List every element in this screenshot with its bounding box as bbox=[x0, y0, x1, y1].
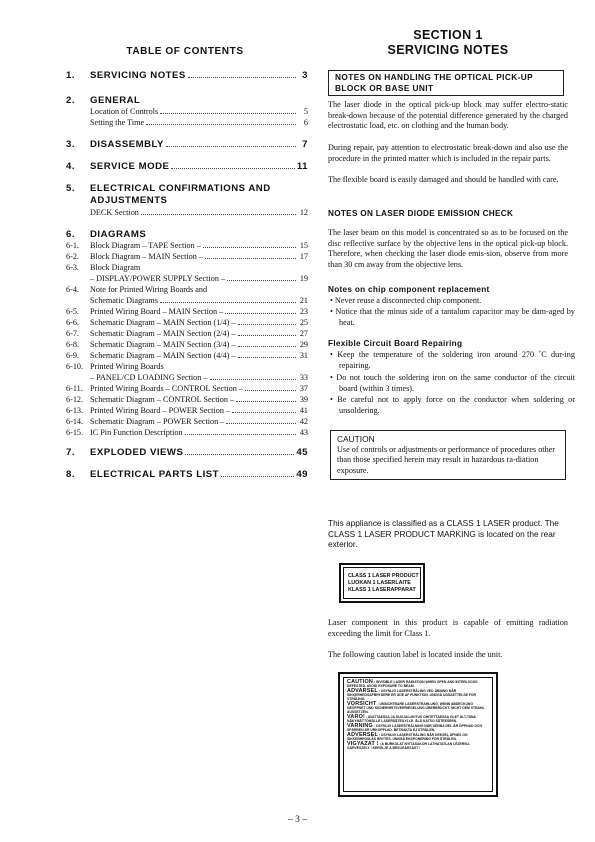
toc-entry bbox=[66, 70, 308, 82]
toc-entry-label: Setting the Time bbox=[90, 118, 145, 127]
laser-label-line-2: LUOKAN 1 LASERLAITE bbox=[348, 579, 411, 586]
toc-entry-page: 23 bbox=[299, 307, 308, 316]
toc-leader-dots bbox=[238, 335, 296, 336]
toc-entry bbox=[66, 340, 308, 350]
toc-entry bbox=[66, 241, 308, 251]
toc-entry-number: 6-1. bbox=[66, 241, 79, 250]
toc-leader-dots bbox=[245, 390, 296, 391]
toc-leader-dots bbox=[205, 258, 296, 259]
toc-entry bbox=[66, 395, 308, 405]
flex-board-heading: Flexible Circuit Board Repairing bbox=[328, 339, 463, 348]
laser-diode-heading: NOTES ON LASER DIODE EMISSION CHECK bbox=[328, 209, 514, 218]
toc-entry bbox=[66, 329, 308, 339]
toc-entry-label: Block Diagram bbox=[90, 263, 141, 272]
toc-entry-page: 11 bbox=[296, 161, 308, 172]
toc-leader-dots bbox=[236, 401, 296, 402]
toc-entry-label: Block Diagram – TAPE Section – bbox=[90, 241, 201, 250]
toc-entry-label: DECK Section bbox=[90, 208, 139, 217]
toc-entry-number: 3. bbox=[66, 139, 76, 150]
warning-label-entry bbox=[347, 733, 489, 741]
toc-entry-page: 29 bbox=[299, 340, 308, 349]
toc-entry-label: – PANEL/CD LOADING Section – bbox=[90, 373, 208, 382]
toc-entry-number: 6-13. bbox=[66, 406, 84, 415]
caution-text: Use of controls or adjustments or performance of procedures other than those specified herein may result in hazardous ra-diation exposure. bbox=[337, 444, 556, 475]
toc-entry-label: Schematic Diagram – CONTROL Section – bbox=[90, 395, 235, 404]
toc-entry bbox=[66, 229, 308, 241]
toc-entry bbox=[66, 318, 308, 328]
toc-entry-label: ELECTRICAL PARTS LIST bbox=[90, 469, 220, 480]
toc-entry bbox=[66, 296, 308, 306]
laser-label-line-3: KLASS 1 LASERAPPARAT bbox=[348, 586, 416, 593]
toc-entry-label: DISASSEMBLY bbox=[90, 139, 164, 150]
section-title bbox=[328, 28, 568, 58]
toc-entry bbox=[66, 307, 308, 317]
toc-entry bbox=[66, 285, 308, 295]
toc-entry bbox=[66, 195, 308, 207]
warning-label-entry bbox=[347, 724, 489, 732]
toc-entry-number: 6-4. bbox=[66, 285, 79, 294]
toc-leader-dots bbox=[171, 168, 294, 169]
toc-leader-dots bbox=[203, 247, 296, 248]
caution-box bbox=[330, 430, 566, 480]
toc-title: TABLE OF CONTENTS bbox=[126, 46, 244, 57]
toc-entry bbox=[66, 183, 308, 195]
warning-label-title: ADVERSEL bbox=[347, 732, 378, 738]
optical-paragraph-1: The laser diode in the optical pick-up block may suffer electro-static break-down because of the potential difference generated by the charged electrostatic load, etc. on clothing and the human body. bbox=[328, 100, 568, 130]
laser-label-line-1: CLASS 1 LASER PRODUCT bbox=[348, 572, 419, 579]
toc-entry-number: 6-6. bbox=[66, 318, 79, 327]
toc-entry bbox=[66, 362, 308, 372]
caution-label-intro: The following caution label is located inside the unit. bbox=[328, 650, 503, 659]
toc-entry-label: Schematic Diagrams bbox=[90, 296, 158, 305]
toc-entry-label: SERVICING NOTES bbox=[90, 70, 186, 81]
toc-entry-number: 2. bbox=[66, 95, 76, 106]
toc-entry-page: 41 bbox=[299, 406, 308, 415]
toc-entry-page: 33 bbox=[299, 373, 308, 382]
toc-entry-number: 6. bbox=[66, 229, 76, 240]
toc-entry-label: DIAGRAMS bbox=[90, 229, 147, 240]
toc-entry-page: 5 bbox=[303, 107, 308, 116]
warning-label-entry bbox=[347, 702, 489, 714]
warning-label-title: VIGYAZAT ! bbox=[347, 741, 379, 747]
toc-entry-page: 39 bbox=[299, 395, 308, 404]
toc-entry bbox=[66, 161, 308, 173]
toc-entry-page: 25 bbox=[299, 318, 308, 327]
laser-component-paragraph: Laser component in this product is capable of emitting radiation exceeding the limit for Class 1. bbox=[328, 618, 568, 638]
toc-entry-page: 49 bbox=[296, 469, 308, 480]
toc-leader-dots bbox=[185, 454, 294, 455]
toc-entry-page: 37 bbox=[299, 384, 308, 393]
toc-entry bbox=[66, 139, 308, 151]
flex-bullet-2: • Do not touch the soldering iron on the same conductor of the circuit board (within 3 times). bbox=[330, 373, 575, 393]
toc-entry bbox=[66, 417, 308, 427]
toc-entry-label: Printed Wiring Board – MAIN Section – bbox=[90, 307, 224, 316]
toc-entry-label: Schematic Diagram – MAIN Section (3/4) – bbox=[90, 340, 236, 349]
toc-entry-page: 3 bbox=[302, 70, 308, 81]
toc-leader-dots bbox=[232, 412, 296, 413]
toc-entry-label: Schematic Diagram – MAIN Section (2/4) – bbox=[90, 329, 236, 338]
toc-entry-number: 6-10. bbox=[66, 362, 84, 371]
toc-entry-number: 6-12. bbox=[66, 395, 84, 404]
toc-entry-page: 17 bbox=[299, 252, 308, 261]
toc-entry bbox=[66, 274, 308, 284]
toc-entry bbox=[66, 263, 308, 273]
toc-entry-number: 6-7. bbox=[66, 329, 79, 338]
toc-entry-label: Printed Wiring Boards – CONTROL Section – bbox=[90, 384, 243, 393]
optical-paragraph-2: During repair, pay attention to electrostatic break-down and also use the procedure in the printed matter which is included in the repair parts. bbox=[328, 143, 568, 163]
toc-entry-label: GENERAL bbox=[90, 95, 141, 106]
section-name: SERVICING NOTES bbox=[387, 43, 509, 57]
class-1-laser-product-label bbox=[339, 563, 425, 603]
flex-bullet-1: • Keep the temperature of the soldering iron around 270 ˚C dur-ing repairing. bbox=[330, 350, 575, 370]
caution-title: CAUTION bbox=[337, 434, 375, 444]
toc-entry-number: 4. bbox=[66, 161, 76, 172]
toc-leader-dots bbox=[221, 476, 294, 477]
warning-label-title: VARNING bbox=[347, 723, 373, 729]
toc-entry-label: IC Pin Function Description bbox=[90, 428, 183, 437]
toc-entry bbox=[66, 252, 308, 262]
toc-entry-label: Printed Wiring Boards bbox=[90, 362, 164, 371]
toc-entry-label: SERVICE MODE bbox=[90, 161, 170, 172]
warning-label-text: : A BURKOLAT NYITÁSAKOR LÁTHATATLAN LÉZERSU-GÁRVESZÉLY ! KERÜLJE A BESUGÁRZÁST ! bbox=[347, 742, 471, 750]
toc-entry-page: 12 bbox=[299, 208, 308, 217]
toc-entry-page: 43 bbox=[299, 428, 308, 437]
optical-paragraph-3: The flexible board is easily damaged and should be handled with care. bbox=[328, 175, 559, 184]
warning-label-title: VORSICHT bbox=[347, 701, 377, 707]
toc-entry bbox=[66, 351, 308, 361]
toc-leader-dots bbox=[225, 313, 296, 314]
chip-bullet-1: • Never reuse a disconnected chip component. bbox=[330, 296, 482, 305]
warning-label-text: : AVATTAESSA JA SUOJALUKITUS OHITETTAESSA OLET ALT-TIINA NÄKYMÄTTÖMÄLLE LASERSÄTEILYLLE. ÄLÄ KATSO SÄTEESEEN. bbox=[347, 715, 476, 723]
toc-leader-dots bbox=[188, 77, 296, 78]
toc-entry-number: 8. bbox=[66, 469, 76, 480]
toc-entry-page: 27 bbox=[299, 329, 308, 338]
warning-label-entry bbox=[347, 715, 489, 723]
toc-entry-page: 45 bbox=[296, 447, 308, 458]
toc-entry-number: 6-9. bbox=[66, 351, 79, 360]
toc-entry-label: Schematic Diagram – MAIN Section (4/4) – bbox=[90, 351, 236, 360]
toc-entry-number: 7. bbox=[66, 447, 76, 458]
warning-label-entry bbox=[347, 680, 489, 688]
warning-label-text: : INVISIBLE LASER RADIATION WHEN OPEN AND INTERLOCKS DEFEATED. AVOID EXPOSURE TO BEAM. bbox=[347, 680, 478, 688]
toc-entry-page: 42 bbox=[299, 417, 308, 426]
toc-leader-dots bbox=[238, 357, 296, 358]
chip-replacement-heading: Notes on chip component replacement bbox=[328, 285, 490, 294]
toc-entry-number: 6-3. bbox=[66, 263, 79, 272]
toc-entry-page: 19 bbox=[299, 274, 308, 283]
toc-entry bbox=[66, 428, 308, 438]
toc-leader-dots bbox=[227, 280, 296, 281]
toc-entry-page: 31 bbox=[299, 351, 308, 360]
toc-entry-label: Printed Wiring Board – POWER Section – bbox=[90, 406, 231, 415]
toc-leader-dots bbox=[166, 146, 296, 147]
toc-entry-label: Location of Controls bbox=[90, 107, 159, 116]
laser-diode-paragraph: The laser beam on this model is concentrated so as to be focused on the disc reflective surface by the objective lens in the optical pick-up block. Therefore, when checking the laser diode emis-sion, observe from more than 30 cm away from the objective lens. bbox=[328, 228, 568, 269]
laser-class-text: This appliance is classified as a CLASS 1 LASER product. The CLASS 1 LASER PRODUCT MARKING is located on the rear exterior. bbox=[328, 518, 559, 549]
toc-leader-dots bbox=[238, 346, 296, 347]
toc-entry-label: ELECTRICAL CONFIRMATIONS AND bbox=[90, 183, 271, 194]
toc-entry-label: Schematic Diagram – MAIN Section (1/4) – bbox=[90, 318, 236, 327]
toc-entry bbox=[66, 95, 308, 107]
toc-entry-page: 7 bbox=[302, 139, 308, 150]
toc-entry bbox=[66, 406, 308, 416]
toc-entry-number: 6-14. bbox=[66, 417, 84, 426]
warning-label-title: CAUTION bbox=[347, 679, 373, 685]
toc-entry bbox=[66, 384, 308, 394]
toc-entry-number: 6-15. bbox=[66, 428, 84, 437]
toc-entry-page: 15 bbox=[299, 241, 308, 250]
warning-label-text: : USYNLIG LASERSTRÅLING VED ÅBNING NÅR SIKKERHEDSAFBRYDERE ER UDE AF FUNKTION. UNDGÅ UDSAETTELSE FOR STRÅLING. bbox=[347, 689, 476, 701]
toc-entry-label: Block Diagram – MAIN Section – bbox=[90, 252, 204, 261]
toc-entry-label: Schematic Diagram – POWER Section – bbox=[90, 417, 225, 426]
toc-leader-dots bbox=[160, 302, 296, 303]
warning-label-title: VARO! bbox=[347, 714, 365, 720]
flex-bullet-3: • Be careful not to apply force on the conductor when soldering or unsoldering. bbox=[330, 395, 575, 415]
toc-entry-number: 1. bbox=[66, 70, 76, 81]
chip-bullet-2: • Notice that the minus side of a tantalum capacitor may be dam-aged by heat. bbox=[330, 307, 575, 327]
warning-label-text: : USYNLIG LASERSTRÅLING NÅR DEKSEL ÅPNES OG SIKKERHEDSLÅS BRYTES. UNNGÅ EKSPONERING FOR STRÅLEN. bbox=[347, 733, 468, 741]
toc-entry bbox=[66, 469, 308, 481]
toc-entry bbox=[66, 208, 308, 218]
toc-leader-dots bbox=[146, 124, 296, 125]
toc-entry-label: – DISPLAY/POWER SUPPLY Section – bbox=[90, 274, 226, 283]
toc-leader-dots bbox=[238, 324, 296, 325]
section-number: SECTION 1 bbox=[413, 28, 483, 42]
warning-label-text: : UNSICHTBARE LASERSTRAHLUNG, WENN ABDECKUNG GEÖFFNET UND SICHERHEITSVERRIEGELUNG ÜBERBRÜCKT. NICHT DEM STRAHL AUSSETZEN. bbox=[347, 702, 485, 714]
warning-label-title: ADVARSEL bbox=[347, 688, 378, 694]
toc-entry-number: 5. bbox=[66, 183, 76, 194]
toc-entry bbox=[66, 107, 308, 117]
toc-entry-number: 6-5. bbox=[66, 307, 79, 316]
toc-leader-dots bbox=[185, 434, 296, 435]
optical-pickup-heading-box: NOTES ON HANDLING THE OPTICAL PICK-UP BLOCK OR BASE UNIT bbox=[328, 70, 564, 96]
toc-entry-page: 21 bbox=[299, 296, 308, 305]
toc-leader-dots bbox=[160, 113, 296, 114]
toc-entry-label: EXPLODED VIEWS bbox=[90, 447, 184, 458]
toc-entry bbox=[66, 373, 308, 383]
warning-label-entry bbox=[347, 742, 489, 750]
warning-label-text: : OSYNLIG LASERSTRÅLNING NÄR DENNA DEL ÄR ÖPPNAD OCH SPÄRREN ÄR URKOPPLAD. BETRAKTA EJ STRÅLEN. bbox=[347, 724, 482, 732]
warning-label-body bbox=[343, 677, 493, 792]
laser-warning-label bbox=[338, 672, 498, 797]
toc-entry bbox=[66, 447, 308, 459]
toc-leader-dots bbox=[141, 214, 296, 215]
warning-label-entry bbox=[347, 689, 489, 701]
toc-entry-label: ADJUSTMENTS bbox=[90, 195, 168, 206]
toc-entry-number: 6-8. bbox=[66, 340, 79, 349]
toc-entry-page: 6 bbox=[303, 118, 308, 127]
toc-entry-number: 6-2. bbox=[66, 252, 79, 261]
toc-entry bbox=[66, 118, 308, 128]
toc-entry-number: 6-11. bbox=[66, 384, 83, 393]
toc-entry-label: Note for Printed Wiring Boards and bbox=[90, 285, 208, 294]
toc-leader-dots bbox=[210, 379, 296, 380]
page-number: – 3 – bbox=[288, 815, 307, 825]
toc-leader-dots bbox=[226, 423, 296, 424]
